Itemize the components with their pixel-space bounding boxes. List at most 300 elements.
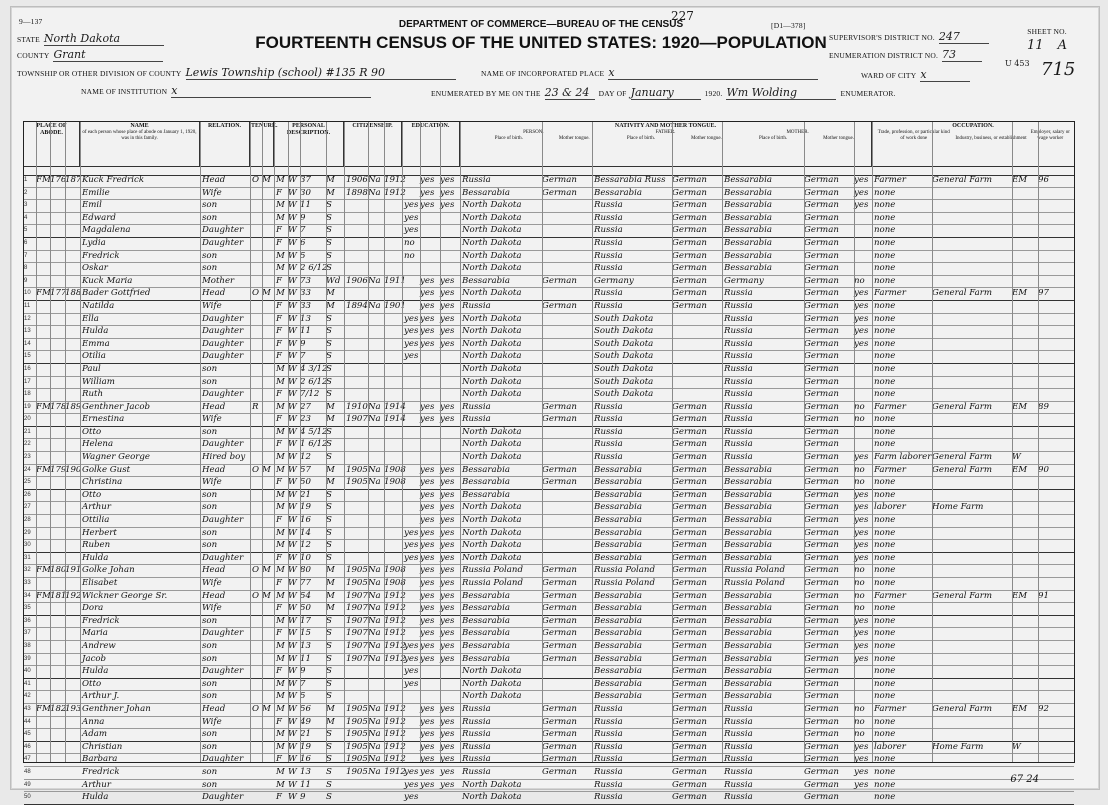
cell-ms: S [326,225,332,236]
cell-n: 12 [24,315,31,322]
cell-bp: Russia [462,401,491,412]
cell-nat: Na [368,729,381,740]
cell-yr [346,213,368,225]
column-rule [672,122,673,762]
cell-ind [932,414,1012,426]
cell-write: yes [440,300,455,311]
cell-race: W [288,703,297,714]
cell-d [50,414,65,426]
cell-fbp: Russia [594,766,623,777]
cell-yr [346,251,368,263]
cell-fbp: Germany [594,275,634,286]
cell-yr [346,780,368,792]
cell-sch [404,477,420,489]
cell-mf [262,654,274,666]
cell-race: W [288,754,297,765]
cell-mt [542,792,592,804]
cell-f [65,213,80,225]
cell-ten [252,452,262,464]
cell-fmt: German [672,225,707,236]
cell-write [440,377,460,389]
cell-name: Hulda [82,326,109,337]
cell-read [420,679,440,691]
cell-name: Fredrick [82,766,120,777]
cell-fmt: German [672,729,707,740]
cell-ten [252,377,262,389]
cell-age: 9 [300,792,306,803]
cell-dw: FM [36,590,51,601]
cell-name: Herbert [82,527,117,538]
cell-yr [346,263,368,275]
cell-race: W [288,527,297,538]
cell-bp: North Dakota [462,389,522,400]
column-rule [402,122,403,762]
cell-age: 15 [300,628,311,639]
column-rule [344,122,345,762]
cell-yr [346,490,368,502]
cell-dw: FM [36,288,51,299]
column-rule [262,122,263,762]
cell-n: 28 [24,517,31,524]
cell-ten [252,490,262,502]
cell-ten: O [252,175,260,185]
cell-name: Otto [82,678,102,689]
cell-yr [346,326,368,338]
cell-sch: yes [404,200,419,211]
cell-mbp: Russia [724,351,753,362]
table-row [24,314,1074,327]
cell-rel: son [202,250,218,261]
cell-farm [1038,414,1068,426]
cell-yr: 1906 [346,175,368,185]
cell-nyr [384,553,402,565]
cell-dw [36,654,50,666]
cell-nat: Na [368,640,381,651]
cell-dw [36,452,50,464]
cell-ten: O [252,464,260,475]
cell-rel: Head [202,288,226,299]
cell-occ: none [874,578,896,588]
cell-dw: FM [36,565,51,576]
cell-write: yes [440,703,455,714]
cell-farm: 97 [1038,288,1049,299]
cell-write: yes [440,779,455,790]
cell-yr [346,515,368,527]
cell-mbp: Russia [724,338,753,349]
cell-mf [262,729,274,741]
table-row [24,515,1074,528]
cell-eng: yes [854,779,869,790]
cell-sex: F [276,389,282,400]
cell-name: Hulda [82,792,109,803]
cell-nat [368,389,384,401]
cell-farm [1038,679,1068,691]
cell-bp: Bessarabia [462,187,510,198]
cell-mmt: German [804,565,839,576]
cell-mbp: Bessarabia [724,691,772,702]
cell-eng: yes [854,326,869,337]
cell-ms: S [326,502,332,513]
cell-name: Christian [82,741,123,752]
cell-emp [1012,276,1038,288]
cell-nyr [384,326,402,338]
cell-sex: F [276,552,282,563]
cell-n: 26 [24,491,31,498]
cell-ind [932,326,1012,338]
cell-mmt: German [804,779,839,790]
cell-ind [932,276,1012,288]
cell-age: 27 [300,401,311,412]
cell-yr [346,679,368,691]
cell-f [65,553,80,565]
cell-ind: General Farm [932,288,993,299]
col-citizenship: CITIZENSHIP. [344,122,402,166]
cell-sex: M [276,401,285,412]
cell-n: 29 [24,529,31,536]
cell-emp [1012,225,1038,237]
cell-mbp: Russia [724,766,753,777]
cell-rel: Daughter [202,666,244,677]
cell-sch: yes [404,792,419,803]
cell-fbp: South Dakota [594,376,654,387]
cell-emp [1012,666,1038,678]
cell-sex: F [276,338,282,349]
cell-mmt: German [804,313,839,324]
cell-nyr [384,364,402,376]
cell-mt: German [542,275,577,286]
cell-f [65,238,80,250]
cell-mt [542,452,592,464]
cell-ind [932,377,1012,389]
cell-f: 192 [65,590,82,601]
cell-race: W [288,603,297,614]
cell-nat [368,339,384,351]
cell-farm [1038,427,1068,439]
cell-rel: Daughter [202,515,244,526]
cell-occ: none [874,640,896,651]
cell-sex: M [276,741,285,752]
cell-rel: Head [202,590,226,601]
cell-nyr: 1912 [384,640,406,651]
cell-read: yes [420,477,435,488]
cell-ms: S [326,489,332,500]
cell-age: 6 [300,237,306,248]
cell-write: yes [440,527,455,538]
cell-farm: 96 [1038,175,1049,185]
cell-read: yes [420,590,435,601]
cell-d [50,452,65,464]
cell-n: 20 [24,416,31,423]
institution-field: NAME OF INSTITUTION x [81,81,371,99]
cell-ten [252,200,262,212]
cell-sex: F [276,792,282,803]
cell-occ: Farmer [874,288,906,299]
cell-mmt: German [804,212,839,223]
cell-eng: no [854,603,865,614]
cell-n: 4 [24,214,28,221]
cell-fmt: German [672,691,707,702]
cell-fmt: German [672,552,707,563]
cell-f [65,754,80,766]
cell-occ: none [874,376,896,387]
cell-mf [262,414,274,426]
cell-race: W [288,212,297,223]
cell-mf: M [262,565,271,576]
cell-farm [1038,717,1068,729]
cell-mmt: German [804,439,839,450]
cell-farm [1038,742,1068,754]
table-row [24,225,1074,238]
cell-ten [252,729,262,741]
cell-eng [854,351,870,363]
cell-yr: 1905 [346,741,368,752]
column-rule [1012,122,1013,762]
cell-dw [36,389,50,401]
cell-fmt: German [672,703,707,714]
table-row [24,490,1074,503]
cell-d [50,439,65,451]
cell-farm [1038,603,1068,615]
cell-eng: yes [854,452,869,463]
cell-dw [36,427,50,439]
column-rule [326,122,327,762]
cell-mmt: German [804,351,839,362]
cell-fmt: German [672,741,707,752]
cell-name: Wagner George [82,452,150,463]
cell-fmt: German [672,540,707,551]
cell-f [65,729,80,741]
cell-mmt: German [804,666,839,677]
cell-rel: Wife [202,477,222,488]
cell-age: 10 [300,552,311,563]
cell-read: yes [420,640,435,651]
cell-ms: S [326,212,332,223]
cell-mt [542,351,592,363]
cell-mbp: Russia [724,729,753,740]
cell-bp: Russia [462,175,491,185]
cell-nat: Na [368,590,381,601]
cell-ten [252,502,262,514]
cell-sex: M [276,653,285,664]
cell-sch [404,490,420,502]
cell-write: yes [440,175,455,185]
cell-eng: no [854,703,865,714]
cell-age: 9 [300,338,306,349]
cell-dw [36,616,50,628]
cell-nyr: 1912 [384,703,406,714]
cell-yr: 1907 [346,628,368,639]
cell-dw [36,301,50,313]
margin-note-2: U 453 [1005,59,1030,68]
cell-nyr [384,528,402,540]
cell-occ: none [874,729,896,740]
column-rule [440,122,441,762]
cell-farm [1038,654,1068,666]
cell-mmt: German [804,590,839,601]
cell-farm [1038,691,1068,703]
cell-nat: Na [368,477,381,488]
cell-race: W [288,175,297,185]
cell-eng [854,666,870,678]
cell-mf [262,200,274,212]
cell-fbp: Bessarabia [594,653,642,664]
cell-sch [404,414,420,426]
cell-sex: M [276,452,285,463]
cell-d [50,540,65,552]
cell-fbp: South Dakota [594,389,654,400]
cell-farm [1038,540,1068,552]
cell-farm [1038,565,1068,577]
cell-write [440,389,460,401]
cell-mf [262,540,274,552]
cell-sch [404,616,420,628]
cell-read: yes [420,401,435,412]
cell-n: 50 [24,794,31,801]
cell-yr: 1907 [346,603,368,614]
cell-mt: German [542,741,577,752]
cell-mbp: Bessarabia [724,640,772,651]
cell-occ: none [874,477,896,488]
cell-yr: 1906 [346,275,368,286]
cell-age: 4 5/12 [300,426,328,437]
cell-sex: M [276,376,285,387]
cell-yr: 1898 [346,187,368,198]
supervisor-field: SUPERVISOR'S DISTRICT NO. 247 [829,27,989,45]
cell-rel: Daughter [202,552,244,563]
cell-ms: S [326,741,332,752]
cell-ten [252,641,262,653]
cell-emp: W [1012,452,1021,463]
cell-dw [36,502,50,514]
cell-ind [932,540,1012,552]
cell-mf [262,616,274,628]
cell-read: yes [420,615,435,626]
cell-mt [542,780,592,792]
cell-nyr: 1901 [384,300,406,311]
cell-bp: Russia [462,741,491,752]
cell-read [420,452,440,464]
cell-age: 50 [300,603,311,614]
cell-race: W [288,376,297,387]
cell-fmt: German [672,452,707,463]
cell-read: yes [420,540,435,551]
table-row [24,465,1074,478]
cell-ind [932,603,1012,615]
cell-mf [262,339,274,351]
cell-age: 7 [300,351,306,362]
cell-name: Emma [82,338,110,349]
cell-d: 178 [50,401,67,412]
cell-race: W [288,540,297,551]
cell-mmt: German [804,729,839,740]
cell-occ: none [874,212,896,223]
column-rule [50,122,51,762]
cell-name: Otilia [82,351,106,362]
cell-read: yes [420,578,435,588]
cell-ms: S [326,640,332,651]
cell-nyr: 1912 [384,653,406,664]
township-value: Lewis Township (school) #135 R 90 [186,66,456,80]
cell-ten [252,540,262,552]
cell-read: yes [420,502,435,513]
cell-d [50,477,65,489]
column-rule [288,122,289,762]
col-name: NAME of each person whose place of abode on January 1, 1920, was in this family. [80,122,200,166]
cell-fbp: Bessarabia [594,590,642,601]
cell-fbp: South Dakota [594,313,654,324]
cell-write: yes [440,288,455,299]
cell-occ: Farmer [874,401,906,412]
cell-nyr: 1912 [384,766,406,777]
cell-ten [252,439,262,451]
cell-sch [404,565,420,577]
table-row [24,326,1074,339]
cell-mbp: Russia [724,452,753,463]
cell-dw [36,767,50,779]
cell-mbp: Russia [724,414,753,425]
cell-read: yes [420,288,435,299]
cell-write: yes [440,653,455,664]
cell-bp: North Dakota [462,691,522,702]
cell-fbp: South Dakota [594,326,654,337]
cell-write: yes [440,640,455,651]
cell-read: yes [420,716,435,727]
cell-sex: F [276,313,282,324]
table-row [24,339,1074,352]
cell-ms: S [326,426,332,437]
cell-nat [368,200,384,212]
cell-nat: Na [368,464,381,475]
cell-ms: S [326,200,332,211]
cell-farm [1038,578,1068,590]
cell-rel: Wife [202,300,222,311]
cell-name: Helena [82,439,114,450]
cell-mf [262,439,274,451]
cell-sex: F [276,603,282,614]
cell-n: 44 [24,718,31,725]
cell-yr: 1905 [346,477,368,488]
cell-ms: S [326,439,332,450]
cell-occ: none [874,691,896,702]
cell-rel: Head [202,565,226,576]
cell-mbp: Bessarabia [724,200,772,211]
cell-eng: no [854,578,865,588]
census-title: FOURTEENTH CENSUS OF THE UNITED STATES: 1920—POPULATION [255,33,827,52]
cell-write: yes [440,590,455,601]
cell-nat [368,452,384,464]
cell-race: W [288,792,297,803]
cell-fmt [672,326,722,338]
cell-ten [252,767,262,779]
cell-age: 5 [300,691,306,702]
cell-race: W [288,552,297,563]
cell-race: W [288,263,297,274]
cell-nat [368,377,384,389]
cell-occ: none [874,779,896,790]
cell-bp: Bessarabia [462,590,510,601]
cell-race: W [288,515,297,526]
cell-f [65,427,80,439]
cell-mmt: German [804,464,839,475]
cell-farm [1038,389,1068,401]
column-rule [65,122,66,762]
cell-dw [36,540,50,552]
cell-race: W [288,313,297,324]
cell-race: W [288,640,297,651]
cell-dw [36,679,50,691]
cell-name: Otto [82,426,102,437]
cell-occ: none [874,275,896,286]
